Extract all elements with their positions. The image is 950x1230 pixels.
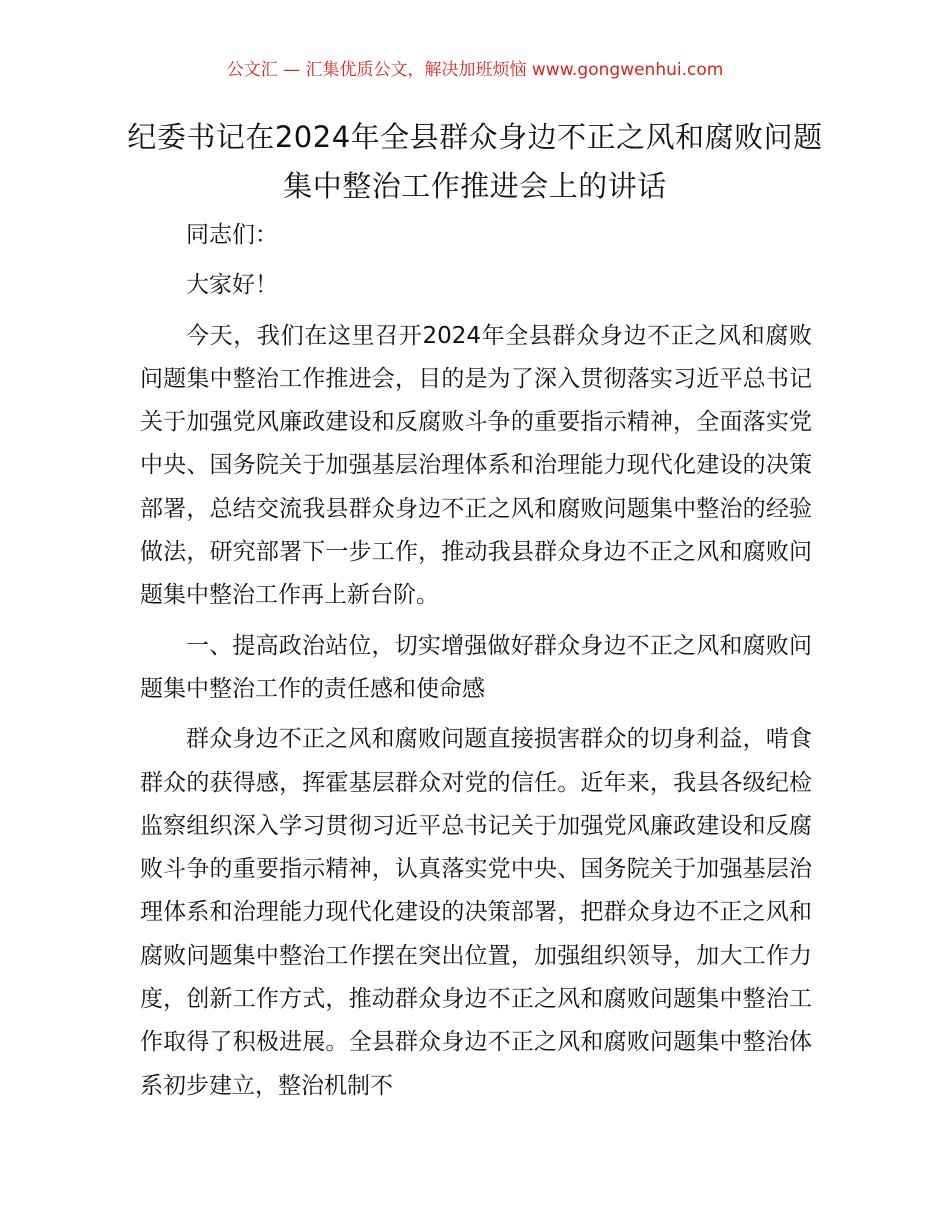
intro-paragraph: 今天，我们在这里召开2024年全县群众身边不正之风和腐败问题集中整治工作推进会，目的是为了深入贯彻落实习近平总书记关于加强党风廉政建设和反腐败斗争的重要指示精神，全面落实党中央、国务院关于加强基层治理体系和治理能力现代化建设的决策部署，总结交流我县群众身边不正之风和腐败问题集中整治的经验做法，研究部署下一步工作，推动我县群众身边不正之风和腐败问题集中整治工作再上新台阶。	[140, 322, 812, 609]
document-title: 纪委书记在2024年全县群众身边不正之风和腐败问题集中整治工作推进会上的讲话	[127, 120, 823, 203]
section-heading-1: 一、提高政治站位，切实增强做好群众身边不正之风和腐败问题集中整治工作的责任感和使命感	[140, 632, 812, 702]
document-body	[140, 214, 812, 1115]
body-paragraph: 群众身边不正之风和腐败问题直接损害群众的切身利益，啃食群众的获得感，挥霍基层群众对党的信任。近年来，我县各级纪检监察组织深入学习贯彻习近平总书记关于加强党风廉政建设和反腐败斗争的重要指示精神，认真落实党中央、国务院关于加强基层治理体系和治理能力现代化建设的决策部署，把群众身边不正之风和腐败问题集中整治工作摆在突出位置，加强组织领导，加大工作力度，创新工作方式，推动群众身边不正之风和腐败问题集中整治工作取得了积极进展。全县群众身边不正之风和腐败问题集中整治体系初步建立，整治机制不	[140, 726, 812, 1099]
salutation: 同志们：	[186, 222, 278, 248]
site-header-banner[interactable]: 公文汇 — 汇集优质公文，解决加班烦恼 www.gongwenhui.com	[226, 60, 724, 80]
greeting: 大家好！	[186, 272, 278, 299]
